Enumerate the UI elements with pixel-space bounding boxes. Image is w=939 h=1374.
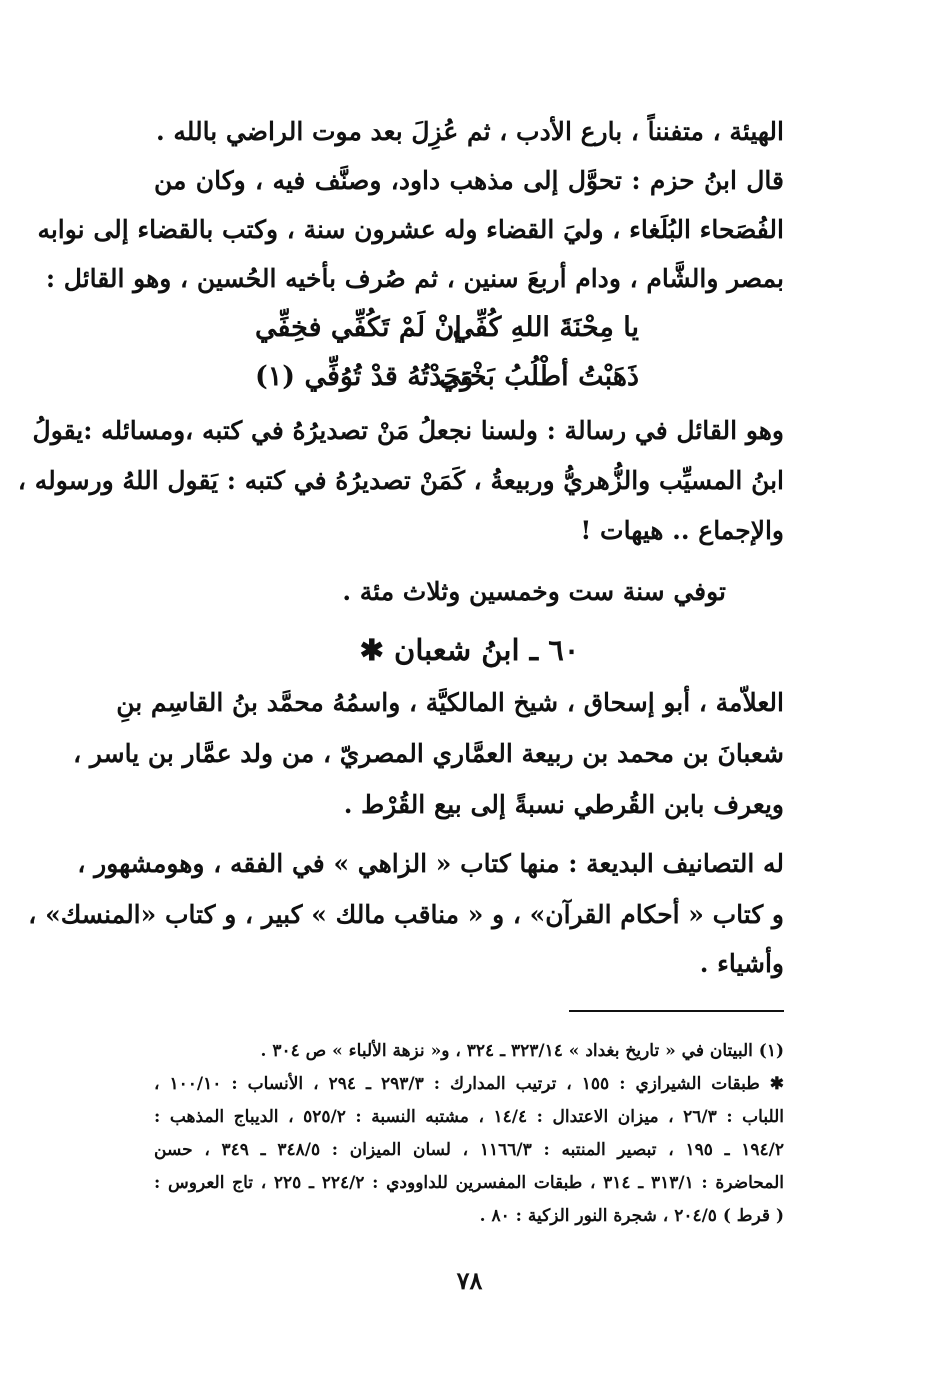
footnote-separator — [569, 1010, 784, 1012]
text-line: ابنُ المسيِّب والزُّهريُّ وربيعةُ ، كَمَنْ تصديرُهُ في كتبه : يَقول اللهُ ورسوله ، — [17, 466, 784, 495]
verse-hemistich-second: وَجَدْتُهُ قدْ تُوُفِّي (١) — [255, 361, 474, 392]
text-line: الفُصَحاء البُلَغاء ، وليَ القضاء وله عشرون سنة ، وكتب بالقضاء إلى نوابه — [37, 215, 784, 244]
text-line: الهيئة ، متفنناً ، بارع الأدب ، ثم عُزِلَ بعد موت الراضي بالله . — [155, 117, 784, 146]
death-date-line: توفي سنة ست وخمسين وثلاث مئة . — [342, 577, 726, 606]
verse-hemistich-first: يا مِحْنَةَ اللهِ كُفِّي — [452, 312, 639, 343]
text-line: قال ابنُ حزم : تحوَّل إلى مذهب داود، وصنَّف فيه ، وكان من — [154, 166, 784, 195]
footnote-line: المحاضرة : ٣١٣/١ ـ ٣١٤ ، طبقات المفسرين للداوودي : ٢٢٤/٢ ـ ٢٢٥ ، تاج العروس : — [154, 1173, 784, 1193]
text-line: و كتاب « أحكام القرآن» ، و « مناقب مالك » كبير ، و كتاب «المنسك» ، — [28, 900, 784, 929]
verse-hemistich-second: إنْ لَمْ تَكُفِّي فخِفِّي — [255, 312, 462, 343]
footnote-line: اللباب : ٢٦/٣ ، ميزان الاعتدال : ١٤/٤ ، مشتبه النسبة : ٥٢٥/٢ ، الديباج المذهب : — [154, 1107, 784, 1127]
text-line: له التصانيف البديعة : منها كتاب « الزاهي » في الفقه ، وهومشهور ، — [77, 849, 784, 878]
footnote-line: ( قرط ) ٢٠٤/٥ ، شجرة النور الزكية : ٨٠ . — [479, 1206, 784, 1226]
footnote-line: ✱ طبقات الشيرازي : ١٥٥ ، ترتيب المدارك : ٢٩٣/٣ ـ ٢٩٤ ، الأنساب : ١٠٠/١٠ ، — [154, 1074, 784, 1094]
text-line: ويعرف بابن القُرطي نسبةً إلى بيع القُرْط . — [343, 790, 784, 819]
verse-hemistich-first: ذَهَبْتُ أطْلُبُ بَخْتي — [439, 361, 639, 392]
text-line: والإجماع .. هيهات ! — [580, 516, 784, 545]
text-line: شعبانَ بن محمد بن ربيعة العمَّاري المصريّ ، من ولد عمَّار بن ياسر ، — [73, 739, 784, 768]
text-line: وهو القائل في رسالة : ولسنا نجعلُ مَنْ تصديرُهُ في كتبه ،ومسائله :يقولُ — [32, 416, 784, 445]
text-line: بمصر والشَّام ، ودام أربعَ سنين ، ثم صُرف بأخيه الحُسين ، وهو القائل : — [45, 264, 784, 293]
text-line: وأشياء . — [699, 949, 784, 978]
text-line: العلاّمة ، أبو إسحاق ، شيخ المالكيَّة ، واسمُهُ محمَّد بنُ القاسِم بنِ — [116, 688, 784, 717]
footnote-line: ١٩٤/٢ ـ ١٩٥ ، تبصير المنتبه : ١١٦٦/٣ ، لسان الميزان : ٣٤٨/٥ ـ ٣٤٩ ، حسن — [154, 1140, 785, 1160]
entry-heading: ٦٠ ـ ابنُ شعبان ✱ — [359, 633, 580, 667]
page-number: ٧٨ — [456, 1266, 483, 1295]
footnote-line: (١) البيتان في « تاريخ بغداد » ٣٢٣/١٤ ـ ٣٢٤ ، و« نزهة الألباء » ص ٣٠٤ . — [260, 1041, 784, 1061]
